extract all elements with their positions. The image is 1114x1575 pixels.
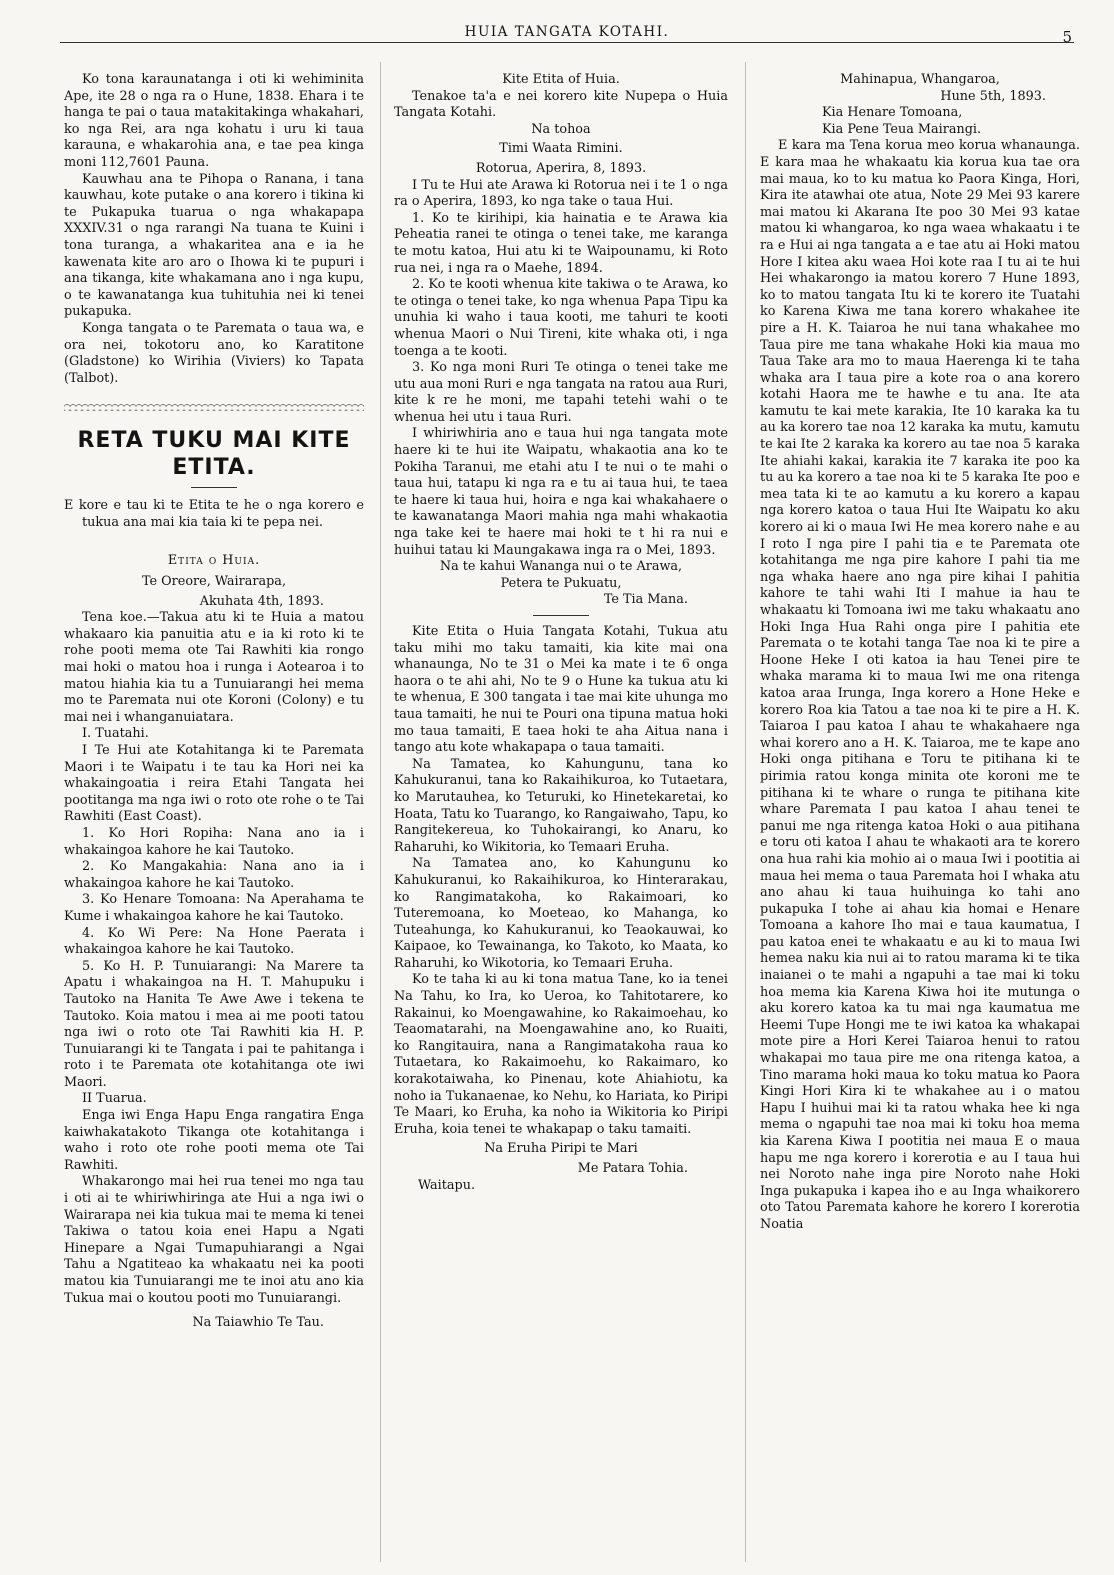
running-title: HUIA TANGATA KOTAHI. [464,24,670,40]
list-item: 1. Ko Hori Ropiha: Nana ano ia i whakaingoa kahore he kai Tautoko. [64,825,364,858]
paragraph: I Tu te Hui ate Arawa ki Rotorua nei i te 1 o nga ra o Aperira, 1893, ko nga take o taua Hui. [394,177,728,210]
short-rule [191,487,237,488]
paragraph: Enga iwi Enga Hapu Enga rangatira Enga kaiwhakatakoto Tikanga ote kotahitanga i waho i roto ote rohe pooti mema ote Tai Rawhiti. [64,1108,364,1173]
paragraph: Whakarongo mai hei rua tenei mo nga tau i oti ai te whiriwhiringa ate Hui a nga iwi o Wairarapa nei kia tukua mai te mema ki tenei Takiwa o tatou koia enei Hapu a Ngati Hinepare a Ngai Tumapuhiarangi a Ngai Tahu a Ngatiteao ka whakaatu nei ka pooti matou kia Tunuiarangi me te inoi atu ano kia Tukua mai o koutou pooti mo Tunuiarangi. [64,1174,364,1306]
letter-signature: Na Taiawhio Te Tau. [192,1315,324,1331]
paragraph: Kite Etita o Huia Tangata Kotahi, Tukua atu taku mihi mo taku tamaiti, kia kite mai ona whanaunga, No te 31 o Mei ka mate i te 6 onga haora o te ahi ahi, No te 9 o Hune ka tukua atu ki te whenua, E 300 tangata i tae mai kite uhunga mo taua tamaiti, he nui te Pouri ona tipuna matua hoki mo taua tamaiti, E taea hoki te aha Aitua nana i tango atu kote whakapapa o taua tamaiti. [394,624,728,756]
section-label: I. Tuatahi. [82,726,149,742]
letter-date: Rotorua, Aperira, 8, 1893. [475,160,647,176]
page-header [60,14,1074,46]
paragraph: Konga tangata o te Paremata o taua wa, e ora nei, tokotoru ano, ko Karatitone (Gladstone) ko Wirihia (Viviers) ko Tapata (Talbot). [64,320,364,386]
letter-recipient: Kia Henare Tomoana, [822,105,963,121]
letter-date: Akuhata 4th, 1893. [199,593,324,609]
letter-signature: Timi Waata Rimini. [499,141,623,157]
letter-signature: Na tohoa [531,121,591,137]
letter-salutation: Etita o Huia. [167,553,261,569]
column-rule [380,62,381,1562]
letter-signature: Na Eruha Piripi te Mari [484,1141,638,1157]
paragraph: Kauwhau ana te Pihopa o Ranana, i tana kauwhau, kote putake o ana korero i tikina ki te Pukapuka tuarua o nga whakapapa XXXIV.31 o nga rarangi Na tuana te Kuini i tona turanga, a whakaritea ana e ia he kawenata kite aro aro o Ihowa ki te pupuri i ana tikanga, kite whakamana ano i nga kupu, o te kawanatanga kua tuhituhia nei ki tenei pukapuka. [64,171,364,320]
list-item: 2. Ko Mangakahia: Nana ano ia i whakaingoa kahore he kai Tautoko. [64,859,364,891]
letter-date: Hune 5th, 1893. [940,88,1046,104]
column-2 [394,72,728,1572]
wavy-divider [64,401,364,411]
letter-signature: Te Tia Mana. [603,592,688,608]
column-1 [64,72,364,1572]
column-3 [760,72,1080,1572]
paragraph: Tena koe.—Takua atu ki te Huia a matou whakaaro kia panuitia atu e ia ki roto ki te rohe pooti mema ote Tai Rawhiti kia rongo mai hoki o matou hoa i runga i Aotearoa i to matou hiahia kia tu a Tunuiarangi hei mema mo te Paremata nui ote Koroni (Colony) e tu mai nei i whanganuiatara. [64,610,364,725]
list-item: 2. Ko te kooti whenua kite takiwa o te Arawa, ko te otinga o tenei take, ko nga whenua Papa Tipu ka unuhia ki waho i taua kooti, me tahuri te kooti whenua Maori o Nui Tireni, kite whaka oti, i nga toenga a te kooti. [394,277,728,359]
paragraph: I Te Hui ate Kotahitanga ki te Paremata Maori i te Waipatu i te tau ka Hori nei ka whakaingoatia i reira Etahi Tangata hei pootitanga ma nga iwi o roto ote rohe o te Tai Rawhiti (East Coast). [64,743,364,825]
letter-signature: Petera te Pukuatu, [500,575,622,591]
page-number: 5 [1062,28,1072,46]
letter-place: Te Oreore, Wairarapa, [141,574,287,590]
paragraph: Tenakoe ta'a e nei korero kite Nupepa o Huia Tangata Kotahi. [394,88,728,121]
list-item: 4. Ko Wi Pere: Na Hone Paerata i whakaingoa kahore he kai Tautoko. [64,925,364,958]
list-item: 5. Ko H. P. Tunuiarangi: Na Marere ta Apatu i whakaingoa na H. T. Mahupuku i Tautoko na Hanita Te Awe Awe i tekena te Tautoko. Koia matou i mea ai me pooti tatou nga iwi o roto ote Tai Rawhiti kia H. P. Tunuiarangi ki te Tangata i pai te pahitanga i roto i te Paremata ote kotahitanga ote iwi Maori. [64,958,364,1090]
list-item: 3. Ko nga moni Ruri Te otinga o tenei take me utu aua moni Ruri e nga tangata na ratou aua Ruri, kite k re he moni, me tapahi tetehi wahi o te whenua hei utu i taua Ruri. [394,360,728,425]
letter-salutation: Kite Etita of Huia. [502,72,620,87]
letter-signature: Me Patara Tohia. [577,1161,688,1176]
paragraph: Ko te taha ki au ki tona matua Tane, ko ia tenei Na Tahu, ko Ira, ko Ueroa, ko Tahitotarere, ko Rakainui, ko Moengawahine, ko Rakaimoehau, ko Teaomatarahi, na Moengawahine ano, ko Ruaiti, ko Rangitauira, nana a Rangimatakoha raua ko Tutaetara, ko Rakaimoehu, ko Rakaimaro, ko korakotaiwaha, ko Pinenau, kote Ahiahiotu, ka noho ia Tukanaenae, ko Nehu, ko Hariata, ko Piripi Te Maari, ko Eruha, ka noho ia Wikitoria ko Piripi Eruha, koia tenei te whakapap o taku tamaiti. [394,972,728,1137]
editorial-notice: E kore e tau ki te Etita te he o nga korero e tukua ana mai kia taia ki te pepa nei. [64,498,364,530]
list-item: 3. Ko Henare Tomoana: Na Aperahama te Kume i whakaingoa kahore he kai Tautoko. [64,892,364,924]
letter-place: Waitapu. [418,1177,476,1193]
paragraph: Ko tona karaunatanga i oti ki wehiminita Ape, ite 28 o nga ra o Hune, 1838. Ehara i te hanga te pai o taua matakitakinga whakahari, ko nga Rei, ara nga kohatu i uru ki taua karauna, e whakarohia ana, e tae pea kinga moni 112,7601 Pauna. [64,72,364,170]
section-headline: RETA TUKU MAI KITE ETITA. [77,428,351,481]
short-rule [533,615,589,616]
paragraph: Na Tamatea ano, ko Kahungunu ko Kahukuranui, ko Rakaihikuroa, ko Hinterarakau, ko Rangimatakoha, ko Rakaimoari, ko Tuteremoana, ko Moeteao, ko Mahanga, ko Tuteahunga, ko Kahukuranui, ko Teaokauwai, ko Kaipaoe, ko Tewainanga, ko Takoto, ko Maata, ko Raharuhi, ko Wikotoria, ko Temaari Eruha. [394,856,728,971]
list-item: 1. Ko te kirihipi, kia hainatia e te Arawa kia Peheatia ranei te otinga o tenei take, me karanga te motu katoa, Hui atu ki te Waipounamu, ki Roto rua nei, i nga ra o Maehe, 1894. [394,210,728,276]
column-rule [745,62,746,1562]
letter-place: Mahinapua, Whangaroa, [840,72,1000,87]
section-label: II Tuarua. [82,1091,147,1107]
paragraph: E kara ma Tena korua meo korua whanaunga. E kara maa he whakaatu kia korua kua tae ora mai maua, ko to ku matua ko Paora Kinga, Hori, Kira ite atawhai ote atua, Note 29 Mei 93 karere mai matou ki Akarana Ite poo 30 Mei 93 katae matou ki whangaroa, ko nga waea whakaatu i te ra e Hui ai nga tangata a e tae atu ai Hoki matou Hore I kitea aku waea Hoi kote raa I tu ai te hui Hei whakarongo ia matou korero 7 Hune 1893, ko to matou tangata Itu ki te korero ite Tuatahi ko Karena Kiwa me tana korero whakahee ite pire a H. K. Taiaroa he nui tana whakahee mo Taua pire me tana whakahe Hoki kia maua mo Taua Take ara mo to maua Haerenga ki te taha whaka ara I taua pire a kote roa o ana korero kotahi Haora me te hawhe e tu ana. Ite ata kamutu te kai mete karakia, Ite 10 karaka ka tu au ka korero tae noa 12 karaka ka mutu, kamutu te kai Ite 2 karaka ka korero au tae noa 5 karaka Ite ahiahi kakai, karakia ite 7 karaka ite poo ka tu au ka korero a tae noa ki te 5 karaka Ite poo e mea tata ki te ao kamutu a ku korero a kapau nga korero katoa o taua Hui Ite Waipatu ko aku korero ai ki o maua Iwi He mea korero nahe e au I roto I nga pire I pahi tia e te Paremata ote kotahitanga me nga pire kahore I pahi tia me nga whaka haere ano nga pire kihai I pahitia kahore te tahi wahi Iti I mahue ia hau te whakaatu ki Tomoana iwi me taku whakaatu ano Hoki Inga Hua Rahi onga pire I pahitia ete Paremata o te kotahi tanga Tae noa ki te pire a Hoone Heke I oti katoa ia hau Tenei pire te whaka marama ki to maua Iwi me ona ritenga katoa araa Irunga, Inga korero a Hone Heke e korero Roa kia Tatou a tae noa ki te pire a H. K. Taiaroa I pau katoa I ahau te whakahaere nga whai korero ano a H. K. Taiaroa, me te kape ano Hoki onga pitihana e Toru te pitihana ki te pirimia ratou konga minita ote koroni me te pitihana ki te whare o runga te pitihana kite whare Paremata I pau katoa I ahau tenei te panui me nga ritenga katoa Hoki o aua pitihana e toru oti katoa I ahau te whakaoti ara te korero ona hua rahi kia mohio ai o maua Iwi i pootitia ai maua hei mema o taua Paremata hoi I whaka atu ano ahau ki taua huihuinga ko tahi ano pukapuka I tohe ai ahau kia homai e Henare Tomoana a kahore Iho mai e taua kaumatua, I pau katoa enei te whakaatu e au ki to maua Iwi hemea naku kia nui ai to ratou marama ki te tika inaianei o te mahi a ngapuhi a tae mai ki toku hoa mema kia Karena Kiwa hoi ite mutunga o aku korero katoa ka tu mai nga kaumatua me Heemi Tupe Hongi me te iwi katoa ka whakapai mote pire a Hori Kerei Taiaroa henui to ratou whakapai mo taua pire me ona ritenga katoa, a Tino marama hoki maua ko toku matua ko Paora Kingi Hori Kira ki te whakahee au i o matou Hapu I huihui mai ki ta ratou whaka hee ki nga mema o ngapuhi tae noa mai ki toku hoa mema kia Karena Kiwa I pootitia nei maua E o maua hapu me nga korero i korerotia e au I taua hui nei Noroto nahe inga pire Noroto nahe Hoki Inga pukapuka i kapea iho e au Inga whaikorero oto Tatou Paremata kahore he korero I korerotia Noatia [760,138,1080,1232]
paragraph: Na Tamatea, ko Kahungunu, tana ko Kahukuranui, tana ko Rakaihikuroa, ko Tutaetara, ko Marutauhea, ko Teturuki, ko Hinetekaretai, ko Hoata, Tatu ko Tuarango, ko Rangaiwaho, Tapu, ko Rangitekereua, ko Tuhokairangi, ko Anaru, ko Raharuhi, ko Wikitoria, ko Temaari Eruha. [394,756,728,855]
letter-recipient: Kia Pene Teua Mairangi. [822,121,982,137]
letter-signature: Na te kahui Wananga nui o te Arawa, [439,559,683,575]
paragraph: I whiriwhiria ano e taua hui nga tangata mote haere ki te hui ite Waipatu, whakaotia ana ko te Pokiha Taranui, me etahi atu I te nui o te mahi o taua hui, tatapu ki nga ra e tu ai taua hui, te taea te haere ki taua hui, hoira e nga kai whakahaere o te kawanatanga Maori mahia nga mahi whakaotia nga take kei te haere mai hoki te t hi ra nui e huihui tatau ki Maungakawa inga ra o Mei, 1893. [394,426,728,558]
